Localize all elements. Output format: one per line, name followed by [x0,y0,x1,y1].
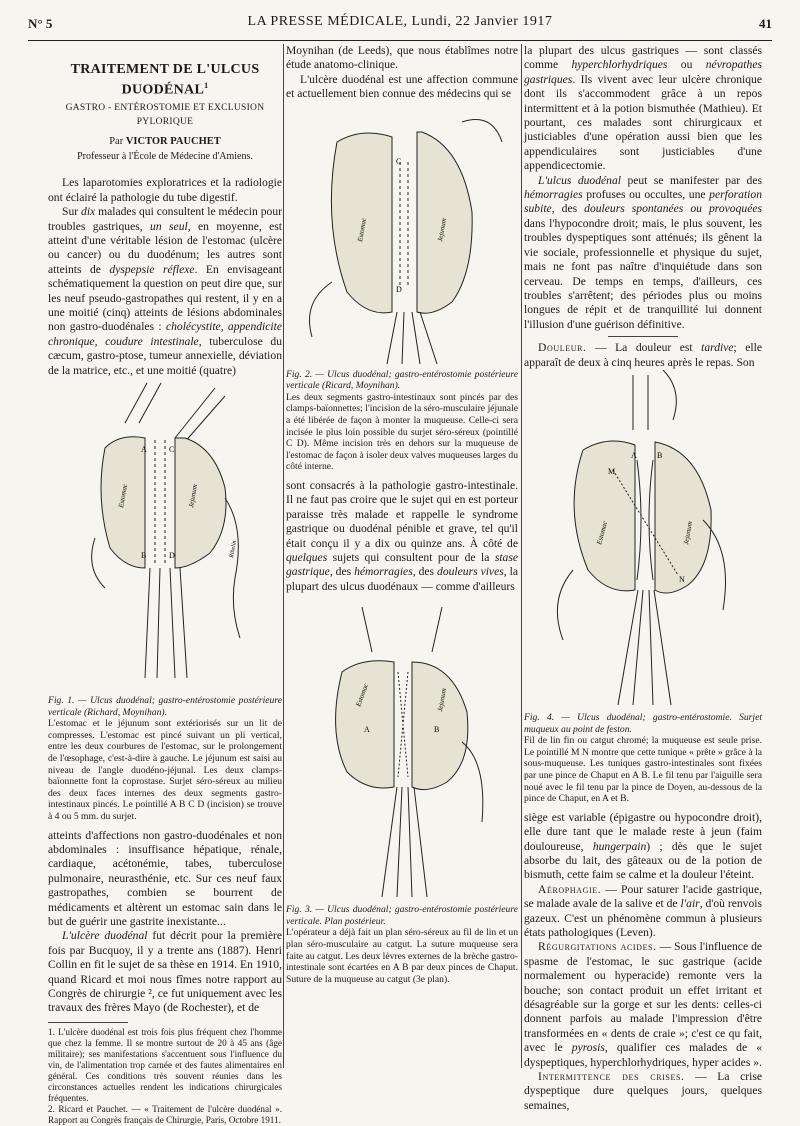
fig1-label-b: B [141,550,147,560]
paragraph: L'ulcère duodénal est une affection commune et actuellement bien connue des médecins qui se [286,72,518,101]
column-2 [286,44,518,991]
fig2-label-stomach: Estomac [356,216,369,242]
fig4-label-jejunum: Jejunum [682,520,695,546]
paragraph: siège est variable (épigastre ou hypocondre droit), elle dure tant que le malade reste à jeun (faim douloureuse, hungerpain) ; dès que le sujet absorbe du lait, des gâteaux ou de la potion de bismuth, cette faim se calme et la douleur l'éteint. [524,810,762,882]
figure-1-caption [48,695,282,823]
figure-caption-title: Fig. 4. — Ulcus duodénal; gastro-entérostomie. Surjet muqueux au point de feston. [524,711,762,735]
column-3 [524,44,762,1113]
fig4-label-n: N [679,574,685,584]
fig1-label-d: D [169,550,175,560]
figure-2-caption [286,369,518,473]
issue-number: N° 5 [28,16,53,31]
author-name: VICTOR PAUCHET [125,136,221,148]
paragraph: Les laparotomies exploratrices et la radiologie ont éclairé la pathologie du tube digestif. [48,176,282,204]
page-number: 41 [759,16,772,31]
running-header [28,14,772,36]
paragraph: L'ulcère duodénal fut décrit pour la première fois par Bucquoy, il y a trente ans (1887). Henri Collin en fit le sujet de sa thèse en 1914. En 1910, quand Ricard et moi nous fîmes notre rapport au Congrès de chirurgie ², ce fut uniquement avec les travaux des frères Mayo (de Rochester), et de [48,929,282,1015]
figure-4-illustration [533,370,753,710]
fig4-label-b: B [657,450,663,460]
figure-caption-title: Fig. 1. — Ulcus duodénal; gastro-entérostomie postérieure verticale (Richard, Moynihan). [48,694,282,718]
fig2-label-d: D [396,284,402,294]
fig4-label-m: M [608,466,616,476]
paragraph: L'ulcus duodénal peut se manifester par des hémorragies profuses ou occultes, une perforation subite, des douleurs spontanées ou provoquées dans l'hypocondre droit; mais, le plus souvent, les troubles dyspeptiques sont atténués; ils gênent la vie sociale, professionnelle et physique du sujet, mais ne font pas naître d'inquiétude dans son cerveau. De temps en temps, d'ailleurs, ces troubles s'arrêtent; des périodes plus ou moins longues de répit et de tranquillité lui donnent l'illusion d'une guérison définitive. [524,173,763,331]
column-rule-1 [283,44,284,1068]
article-byline: Par VICTOR PAUCHET [109,136,221,148]
paragraph: Douleur. — La douleur est tardive; elle apparaît de deux à cinq heures après le repas. Son [524,341,762,369]
footnote-rule [48,1022,128,1023]
figure-caption-title: Fig. 3. — Ulcus duodénal; gastro-entérostomie postérieure verticale. Plan postérieur. [286,904,518,927]
paragraph: atteints d'affections non gastro-duodénales et non abdominales : insuffisance hépatique, rénale, cardiaque, acétonémie, tabes, tuberculose pulmonaire, neurasthénie, etc. Sur ces neuf faux gastropathes, combien se bourrent de médicaments et altèrent un estomac sain dans le but de guérir une gastrite inexistante... [48,828,282,928]
section-rule [608,336,678,337]
fig1-label-far: Ribelin [229,540,238,559]
footnote-1: 1. L'ulcère duodénal est trois fois plus fréquent chez l'homme que chez la femme. Il se montre surtout de 20 à 45 ans (âge militaire); ses manifestations s'accentuent sous l'influence du vin, de l'alimentation trop carnée et des fautes alimentaires en général. Ces conditions très souvent réunies dans les circonstances actuelles rendent les indications chirurgicales fréquentes. [48,1026,282,1103]
paragraph: Aérophagie. — Pour saturer l'acide gastrique, se malade avale de la salive et de l'air, d'où renvois gazeux. C'est un phénomène commun à plusieurs états pathologiques (Leven). [524,882,762,939]
article-subtitle: GASTRO - ENTÉROSTOMIE ET EXCLUSION PYLORIQUE [65,102,265,128]
paragraph: Intermittence des crises. — La crise dyspeptique dure quelques jours, quelques semaines, [524,1070,762,1112]
fig3-label-stomach: Estomac [354,682,371,708]
figure-3-caption [286,904,518,985]
fig1-label-c: C [169,444,175,454]
figure-3-illustration [302,602,502,902]
article-title: TRAITEMENT DE L'ULCUS DUODÉNAL$^1$ [70,62,260,98]
figure-caption-body: Les deux segments gastro-intestinaux sont pincés par des clamps-baïonnettes; l'incision de la séro-musculaire jéjunale a été libérée de façon à monter la muqueuse. Celle-ci sera incisée le plus loin possible du surjet séro-séreux (pointillé C D). Même incision très en dehors sur la muqueuse de l'estomac de façon à isoler deux valves muqueuses larges du côté interne. [286,391,518,473]
footnote-2: 2. Ricard et Pauchet. — « Traitement de l'ulcère duodénal ». Rapport au Congrès français de Chirurgie, Paris, Octobre 1911. [48,1103,282,1125]
fig3-label-b: B [434,725,440,735]
figure-caption-title: Fig. 2. — Ulcus duodénal; gastro-entérostomie postérieure verticale (Ricard, Moynihan). [286,368,518,392]
header-rule [28,40,772,41]
fig3-label-a: A [364,725,370,735]
figure-caption-body: L'opérateur a déjà fait un plan séro-séreux au fil de lin et un plan séro-musculaire au catgut. La suture muqueuse sera faite au catgut. Les deux lèvres externes de la brèche gastro-intestinale sont écartées en A B par deux pinces de Chaput. Suture de la muqueuse au catgut (3e plan). [286,927,518,985]
figure-caption-body: Fil de lin fin ou catgut chromé; la muqueuse est seule prise. Le pointillé M N montre que cette tunique « prête » grâce à la sous-muqueuse. Les tuniques gastro-intestinales sont fixées par une pince de Chaput en A B. Le fil tenu par l'aiguille sera noué avec le fil tenu par la pince de Doyen, au-dessous de la pince de Chaput, en A et B. [524,735,762,805]
fig1-label-stomach: Estomac [117,483,130,509]
figure-caption-body: L'estomac et le jéjunum sont extériorisés sur un lit de compresses. L'estomac est pincé suivant un pli vertical, entre les deux courbures de l'estomac, sur le prolongement de l'œsophage, c'est-à-dire à gauche. Le jéjunum est saisi au niveau de l'angle duodéno-jéjunal. Les deux clamps-baïonnette font la coprostase. Surjet séro-séreux au milieu des deux faces internes des deux segments gastro-intestinaux pincés. Le pointillé A B C D (incision) se trouve à 4 ou 5 mm. du surjet. [48,718,282,822]
figure-2-illustration [292,102,512,367]
author-affiliation: Professeur à l'École de Médecine d'Amiens. [77,150,253,162]
fig1-label-a: A [141,444,147,454]
fig1-label-jejunum: Jejunum [187,483,200,509]
paragraph: la plupart des ulcus gastriques — sont classés comme hyperchlorhydriques ou névropathes gastriques. Ils vivent avec leur ulcère chronique dont ils s'accommodent grâce à un repos intermittent et à la potion bismuthée (Mathieu). Et pourtant, ces malades sont chirurgicaux et justiciables d'une opération aussi bien que les appendiculaires sont justiciables d'une appendicectomie. [524,44,762,173]
paragraph: Sur dix malades qui consultent le médecin pour troubles gastriques, un seul, en moyenne, est atteint d'une véritable lésion de l'estomac (ulcère ou cancer) ou du duodénum; les autres sont atteints de dyspepsie réflexe. En envisageant schématiquement la question on peut dire que, sur les neuf pseudo-gastropathes qui restent, il y en a une moitié (cinq) atteints de lésions abdominales non gastro-duodénales : cholécystite, appendicite chronique, coudure intestinale, tuberculose du cæcum, gastro-ptose, tumeur annexielle, déviation de la matrice, etc., et une moitié (quatre) [48,205,283,377]
fig2-label-jejunum: Jejunum [436,217,449,242]
journal-title: LA PRESSE MÉDICALE, Lundi, 22 Janvier 1917 [247,14,553,29]
column-1 [48,44,282,1126]
paragraph: sont consacrés à la pathologie gastro-intestinale. Il ne faut pas croire que le sujet qui en est porteur paraisse très malade et rappelle le syndrome gastrique ou duodénal pénible et grave, tel qu'il était conçu il y a dix ou quinze ans. À côté de quelques sujets qui consultent pour de la stase gastrique, des hémorragies, des douleurs vives, la plupart des ulcus duodénaux — comme d'ailleurs [286,478,518,593]
fig3-label-jejunum: Jejunum [436,687,449,713]
fig2-label-c: C [396,156,402,166]
fig4-label-a: A [631,450,637,460]
figure-4-caption [524,712,762,805]
paragraph: Moynihan (de Leeds), que nous établîmes notre étude anatomo-clinique. [286,44,518,72]
fig4-label-stomach: Estomac [595,520,610,546]
figure-1-illustration [65,378,265,693]
column-rule-2 [521,44,522,1068]
paragraph: Régurgitations acides. — Sous l'influence de spasme de l'estomac, le suc gastrique (acide normalement ou hyperacide) remonte vers la bouche; son contact produit un effet irritant et désagréable sur la gorge et sur les dents: celles-ci donnent parfois au malade l'impression d'être transformées en « dents de craie »; c'est ce qu fait, avec le pyrosis, qualifier ces malades de « dyspeptiques, hyperchlorhydriques, hyper acides ». [524,940,763,1069]
